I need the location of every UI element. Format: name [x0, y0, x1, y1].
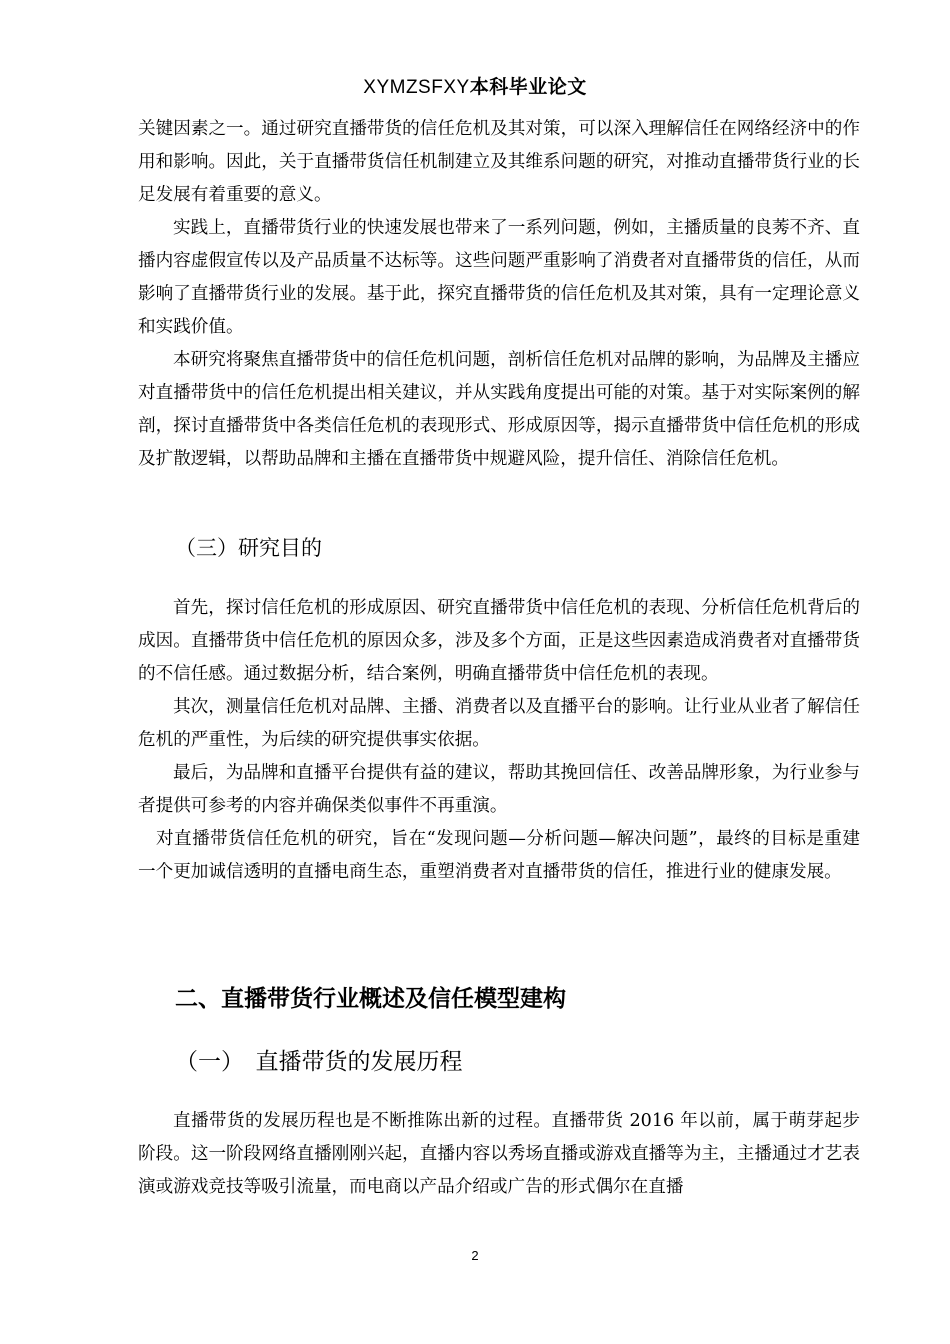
- section-heading-research-goal: （三）研究目的: [175, 536, 322, 560]
- paragraph: 本研究将聚焦直播带货中的信任危机问题，剖析信任危机对品牌的影响，为品牌及主播应对直播带货中的信任危机提出相关建议，并从实践角度提出可能的对策。基于对实际案例的解剖，探讨直播带货中各类信任危机的表现形式、形成原因等，揭示直播带货中信任危机的形成及扩散逻辑，以帮助品牌和主播在直播带货中规避风险，提升信任、消除信任危机。: [138, 350, 860, 469]
- paragraph: 直播带货的发展历程也是不断推陈出新的过程。直播带货 2016 年以前，属于萌芽起步阶段。这一阶段网络直播刚刚兴起，直播内容以秀场直播或游戏直播等为主，主播通过才艺表演或游戏竞技等吸引流量，而电商以产品介绍或广告的形式偶尔在直播: [138, 1111, 860, 1197]
- paragraph: 关键因素之一。通过研究直播带货的信任危机及其对策，可以深入理解信任在网络经济中的作用和影响。因此，关于直播带货信任机制建立及其维系问题的研究，对推动直播带货行业的长足发展有着重要的意义。: [138, 119, 860, 205]
- text-block-development-history: [138, 1105, 860, 1204]
- page-number: 2: [471, 1248, 479, 1263]
- header-thesis-label: 本科毕业论文: [469, 76, 587, 98]
- paragraph: 实践上，直播带货行业的快速发展也带来了一系列问题，例如，主播质量的良莠不齐、直播内容虚假宣传以及产品质量不达标等。这些问题严重影响了消费者对直播带货的信任，从而影响了直播带货行业的发展。基于此，探究直播带货的信任危机及其对策，具有一定理论意义和实践价值。: [138, 218, 860, 337]
- header-school-code: XYMZSFXY: [363, 77, 470, 98]
- section-heading-development-history: （一） 直播带货的发展历程: [175, 1049, 463, 1075]
- text-block-research-goal: [138, 592, 860, 889]
- paragraph: 最后，为品牌和直播平台提供有益的建议，帮助其挽回信任、改善品牌形象，为行业参与者提供可参考的内容并确保类似事件不再重演。: [138, 763, 860, 816]
- text-block-significance: [138, 113, 860, 476]
- chapter-heading: 二、直播带货行业概述及信任模型建构: [175, 986, 566, 1012]
- paragraph: 其次，测量信任危机对品牌、主播、消费者以及直播平台的影响。让行业从业者了解信任危机的严重性，为后续的研究提供事实依据。: [138, 697, 860, 750]
- paragraph: 首先，探讨信任危机的形成原因、研究直播带货中信任危机的表现、分析信任危机背后的成因。直播带货中信任危机的原因众多，涉及多个方面，正是这些因素造成消费者对直播带货的不信任感。通过数据分析，结合案例，明确直播带货中信任危机的表现。: [138, 598, 860, 684]
- paragraph: 对直播带货信任危机的研究，旨在“发现问题—分析问题—解决问题”，最终的目标是重建一个更加诚信透明的直播电商生态，重塑消费者对直播带货的信任，推进行业的健康发展。: [138, 829, 860, 882]
- page-header: [0, 72, 950, 99]
